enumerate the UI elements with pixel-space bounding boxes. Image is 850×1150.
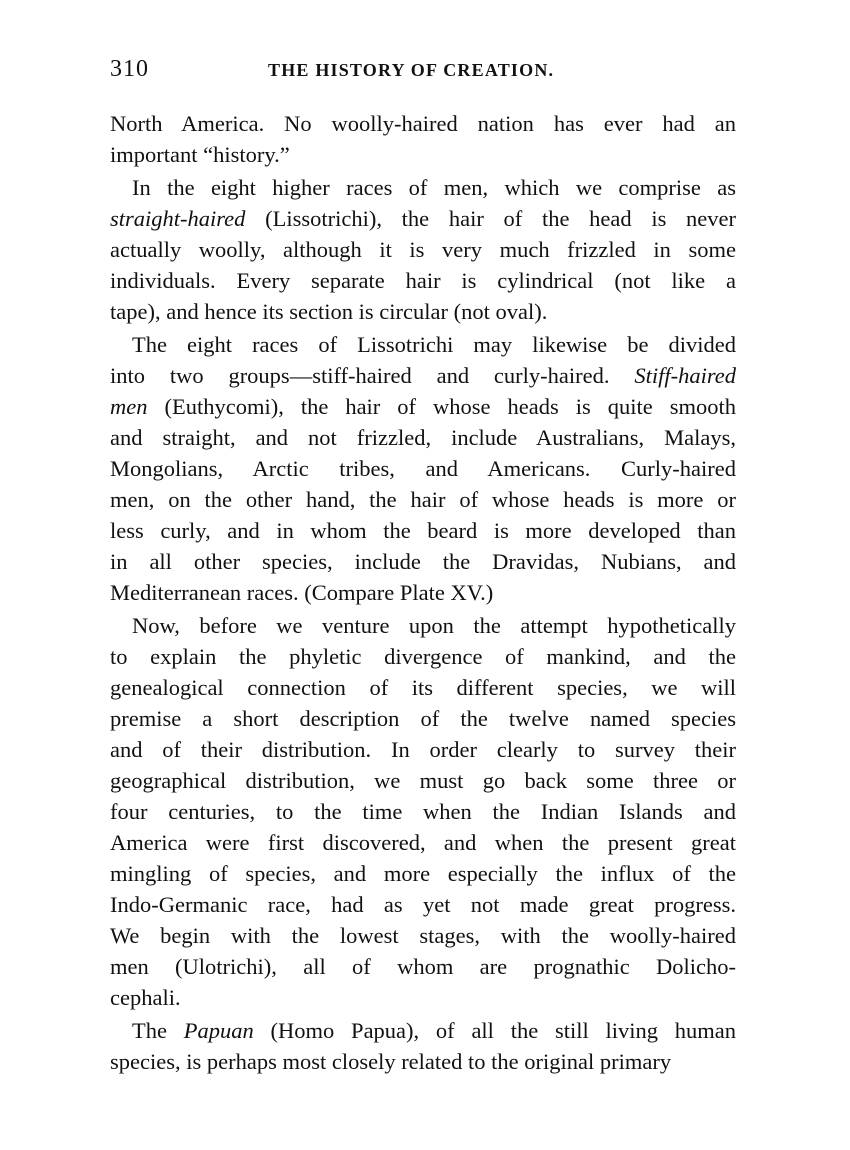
page-number: 310	[110, 56, 149, 82]
text-run: Mongolians, Arctic tribes, and Americans. Curly-haired	[110, 456, 736, 481]
text-run: The	[132, 1018, 184, 1043]
paragraph	[110, 610, 736, 1013]
text-line	[110, 672, 736, 703]
text-run: in all other species, include the Dravidas, Nubians, and	[110, 549, 736, 574]
italic-term: straight-haired	[110, 206, 246, 231]
text-line	[110, 765, 736, 796]
text-line	[110, 296, 736, 327]
text-run: Now, before we venture upon the attempt hypothetically	[132, 613, 736, 638]
text-run: less curly, and in whom the beard is more developed than	[110, 518, 736, 543]
text-run: America were first discovered, and when the present great	[110, 830, 736, 855]
text-line	[110, 858, 736, 889]
text-line	[110, 203, 736, 234]
text-line	[110, 982, 736, 1013]
text-line	[110, 172, 736, 203]
text-run: tape), and hence its section is circular (not oval).	[110, 299, 548, 324]
text-line	[110, 610, 736, 641]
running-title: THE HISTORY OF CREATION.	[268, 60, 555, 80]
text-run: actually woolly, although it is very much frizzled in some	[110, 237, 736, 262]
text-line	[110, 484, 736, 515]
text-line	[110, 234, 736, 265]
text-run: (Euthycomi), the hair of whose heads is quite smooth	[147, 394, 736, 419]
paragraph	[110, 172, 736, 327]
text-line	[110, 1015, 736, 1046]
text-run: premise a short description of the twelve named species	[110, 706, 736, 731]
text-run: to explain the phyletic divergence of mankind, and the	[110, 644, 736, 669]
text-run: and of their distribution. In order clearly to survey their	[110, 737, 736, 762]
text-run: cephali.	[110, 985, 181, 1010]
text-run: Mediterranean races. (Compare Plate XV.)	[110, 580, 494, 605]
text-run: The eight races of Lissotrichi may likewise be divided	[132, 332, 736, 357]
text-run: (Homo Papua), of all the still living human	[253, 1018, 737, 1043]
text-line	[110, 453, 736, 484]
paragraph	[110, 108, 736, 170]
text-run: men (Ulotrichi), all of whom are prognathic Dolicho-	[110, 954, 736, 979]
text-line	[110, 920, 736, 951]
text-run: We begin with the lowest stages, with the woolly-haired	[110, 923, 736, 948]
text-line	[110, 827, 736, 858]
text-run: geographical distribution, we must go back some three or	[110, 768, 736, 793]
text-run: mingling of species, and more especially the influx of the	[110, 861, 736, 886]
text-line	[110, 734, 736, 765]
text-run: men, on the other hand, the hair of whose heads is more or	[110, 487, 736, 512]
text-line	[110, 108, 736, 139]
text-line	[110, 1046, 736, 1077]
text-line	[110, 951, 736, 982]
text-line	[110, 546, 736, 577]
text-run: into two groups—stiff-haired and curly-haired.	[110, 363, 635, 388]
text-run: In the eight higher races of men, which we comprise as	[132, 175, 736, 200]
italic-term: Papuan	[183, 1018, 254, 1043]
text-run: species, is perhaps most closely related to the original primary	[110, 1049, 672, 1074]
text-line	[110, 360, 736, 391]
text-line	[110, 641, 736, 672]
text-run: important “history.”	[110, 142, 290, 167]
italic-term: Stiff-haired	[634, 363, 736, 388]
text-line	[110, 889, 736, 920]
text-run: Indo-Germanic race, had as yet not made great progress.	[110, 892, 736, 917]
text-line	[110, 329, 736, 360]
text-run: and straight, and not frizzled, include Australians, Malays,	[110, 425, 736, 450]
text-line	[110, 577, 736, 608]
text-line	[110, 703, 736, 734]
body-text	[110, 108, 736, 1077]
text-line	[110, 139, 736, 170]
text-line	[110, 391, 736, 422]
text-run: four centuries, to the time when the Indian Islands and	[110, 799, 736, 824]
text-line	[110, 422, 736, 453]
text-run: individuals. Every separate hair is cylindrical (not like a	[110, 268, 736, 293]
paragraph	[110, 329, 736, 608]
text-run: North America. No woolly-haired nation has ever had an	[110, 111, 736, 136]
running-head	[110, 56, 736, 88]
italic-term: men	[110, 394, 148, 419]
text-line	[110, 265, 736, 296]
text-run: (Lissotrichi), the hair of the head is never	[245, 206, 736, 231]
text-run: genealogical connection of its different species, we will	[110, 675, 736, 700]
text-line	[110, 796, 736, 827]
text-line	[110, 515, 736, 546]
paragraph	[110, 1015, 736, 1077]
